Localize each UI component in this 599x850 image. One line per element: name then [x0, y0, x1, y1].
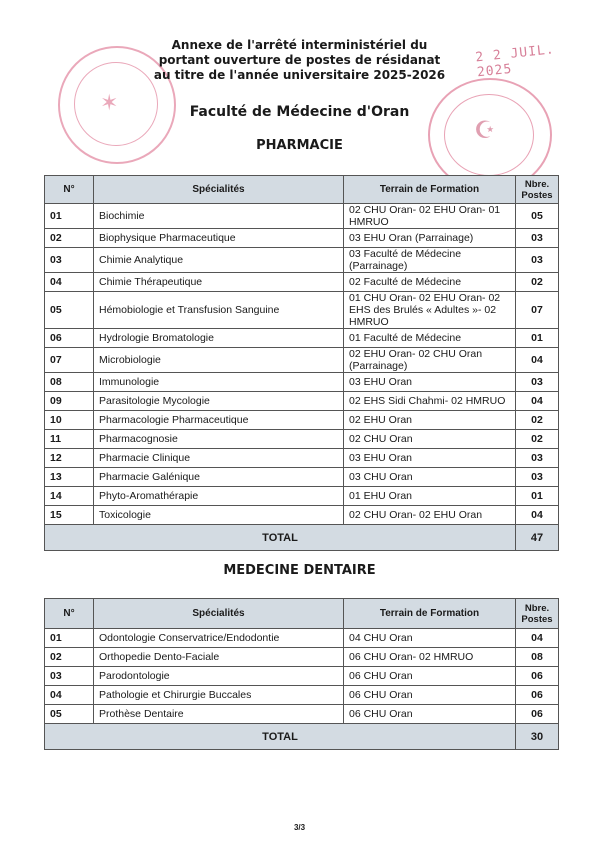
row-number: 09	[45, 392, 94, 411]
row-specialite: Pathologie et Chirurgie Buccales	[94, 686, 344, 705]
row-terrain: 04 CHU Oran	[344, 629, 516, 648]
date-stamp: 2 2 JUIL. 2025	[474, 42, 556, 81]
row-terrain: 02 Faculté de Médecine	[344, 273, 516, 292]
row-number: 06	[45, 329, 94, 348]
row-number: 02	[45, 648, 94, 667]
col-header-terrain: Terrain de Formation	[344, 599, 516, 629]
table-row	[45, 411, 559, 430]
table-row	[45, 667, 559, 686]
row-terrain: 02 EHS Sidi Chahmi- 02 HMRUO	[344, 392, 516, 411]
table-row	[45, 449, 559, 468]
table-row	[45, 506, 559, 525]
row-postes: 04	[516, 629, 559, 648]
header-line-1: Annexe de l'arrêté interministériel du	[171, 38, 428, 52]
row-specialite: Immunologie	[94, 373, 344, 392]
col-header-specialite: Spécialités	[94, 599, 344, 629]
row-specialite: Pharmacie Galénique	[94, 468, 344, 487]
row-terrain: 02 EHU Oran- 02 CHU Oran (Parrainage)	[344, 348, 516, 373]
row-number: 08	[45, 373, 94, 392]
row-specialite: Pharmacognosie	[94, 430, 344, 449]
row-postes: 03	[516, 449, 559, 468]
row-postes: 02	[516, 411, 559, 430]
pharmacie-table	[44, 175, 559, 551]
table-row	[45, 648, 559, 667]
total-label: TOTAL	[45, 724, 516, 750]
table-row	[45, 204, 559, 229]
row-specialite: Parasitologie Mycologie	[94, 392, 344, 411]
page-number: 3/3	[293, 823, 306, 832]
row-number: 11	[45, 430, 94, 449]
row-postes: 04	[516, 348, 559, 373]
row-terrain: 01 EHU Oran	[344, 487, 516, 506]
row-postes: 06	[516, 705, 559, 724]
table-row	[45, 273, 559, 292]
row-number: 13	[45, 468, 94, 487]
row-postes: 07	[516, 292, 559, 329]
row-postes: 02	[516, 273, 559, 292]
header-line-3: au titre de l'année universitaire 2025-2026	[153, 68, 446, 82]
table-header-row	[45, 176, 559, 204]
row-number: 01	[45, 629, 94, 648]
row-number: 14	[45, 487, 94, 506]
dentaire-table	[44, 598, 559, 750]
row-terrain: 01 CHU Oran- 02 EHU Oran- 02 EHS des Brulés « Adultes »- 02 HMRUO	[344, 292, 516, 329]
row-terrain: 06 CHU Oran- 02 HMRUO	[344, 648, 516, 667]
row-postes: 03	[516, 229, 559, 248]
row-terrain: 02 CHU Oran- 02 EHU Oran- 01 HMRUO	[344, 204, 516, 229]
col-header-specialite: Spécialités	[94, 176, 344, 204]
section-title-dentaire: MEDECINE DENTAIRE	[223, 563, 376, 578]
document-header	[0, 38, 599, 83]
row-specialite: Chimie Analytique	[94, 248, 344, 273]
row-number: 04	[45, 273, 94, 292]
table-row	[45, 705, 559, 724]
section-title-pharmacie: PHARMACIE	[256, 138, 343, 153]
table-row	[45, 348, 559, 373]
table-row	[45, 373, 559, 392]
row-number: 04	[45, 686, 94, 705]
row-terrain: 01 Faculté de Médecine	[344, 329, 516, 348]
row-specialite: Pharmacologie Pharmaceutique	[94, 411, 344, 430]
row-terrain: 06 CHU Oran	[344, 705, 516, 724]
row-specialite: Hydrologie Bromatologie	[94, 329, 344, 348]
col-header-num: N°	[45, 599, 94, 629]
col-header-num: N°	[45, 176, 94, 204]
row-specialite: Parodontologie	[94, 667, 344, 686]
table-row	[45, 329, 559, 348]
total-row	[45, 525, 559, 551]
seal-star-icon: ✶	[100, 90, 119, 115]
row-specialite: Phyto-Aromathérapie	[94, 487, 344, 506]
row-terrain: 06 CHU Oran	[344, 667, 516, 686]
row-specialite: Microbiologie	[94, 348, 344, 373]
row-number: 03	[45, 248, 94, 273]
row-number: 05	[45, 705, 94, 724]
row-postes: 08	[516, 648, 559, 667]
table-row	[45, 292, 559, 329]
row-specialite: Hémobiologie et Transfusion Sanguine	[94, 292, 344, 329]
table-row	[45, 430, 559, 449]
row-specialite: Biophysique Pharmaceutique	[94, 229, 344, 248]
table-row	[45, 229, 559, 248]
row-terrain: 03 EHU Oran	[344, 373, 516, 392]
total-value: 30	[516, 724, 559, 750]
row-number: 03	[45, 667, 94, 686]
row-postes: 04	[516, 392, 559, 411]
row-number: 01	[45, 204, 94, 229]
row-specialite: Prothèse Dentaire	[94, 705, 344, 724]
row-postes: 01	[516, 329, 559, 348]
row-specialite: Biochimie	[94, 204, 344, 229]
row-specialite: Odontologie Conservatrice/Endodontie	[94, 629, 344, 648]
table-row	[45, 248, 559, 273]
table-header-row	[45, 599, 559, 629]
col-header-postes: Nbre. Postes	[516, 599, 559, 629]
row-number: 07	[45, 348, 94, 373]
row-postes: 06	[516, 686, 559, 705]
row-terrain: 03 EHU Oran (Parrainage)	[344, 229, 516, 248]
row-specialite: Orthopedie Dento-Faciale	[94, 648, 344, 667]
table-row	[45, 392, 559, 411]
row-postes: 02	[516, 430, 559, 449]
row-terrain: 03 CHU Oran	[344, 468, 516, 487]
row-terrain: 06 CHU Oran	[344, 686, 516, 705]
row-terrain: 03 EHU Oran	[344, 449, 516, 468]
row-specialite: Pharmacie Clinique	[94, 449, 344, 468]
crescent-star-icon: ☪	[474, 117, 496, 144]
row-postes: 06	[516, 667, 559, 686]
total-row	[45, 724, 559, 750]
row-terrain: 03 Faculté de Médecine (Parrainage)	[344, 248, 516, 273]
table-row	[45, 487, 559, 506]
total-label: TOTAL	[45, 525, 516, 551]
row-terrain: 02 CHU Oran	[344, 430, 516, 449]
row-terrain: 02 CHU Oran- 02 EHU Oran	[344, 506, 516, 525]
row-postes: 05	[516, 204, 559, 229]
row-number: 10	[45, 411, 94, 430]
total-value: 47	[516, 525, 559, 551]
row-postes: 03	[516, 248, 559, 273]
row-terrain: 02 EHU Oran	[344, 411, 516, 430]
col-header-postes: Nbre. Postes	[516, 176, 559, 204]
row-number: 12	[45, 449, 94, 468]
row-number: 15	[45, 506, 94, 525]
row-postes: 04	[516, 506, 559, 525]
faculty-title: Faculté de Médecine d'Oran	[189, 104, 410, 120]
table-row	[45, 629, 559, 648]
header-line-2: portant ouverture de postes de résidanat	[158, 53, 441, 67]
table-row	[45, 468, 559, 487]
col-header-terrain: Terrain de Formation	[344, 176, 516, 204]
row-specialite: Toxicologie	[94, 506, 344, 525]
row-postes: 03	[516, 373, 559, 392]
row-specialite: Chimie Thérapeutique	[94, 273, 344, 292]
row-number: 05	[45, 292, 94, 329]
row-postes: 01	[516, 487, 559, 506]
row-postes: 03	[516, 468, 559, 487]
row-number: 02	[45, 229, 94, 248]
table-row	[45, 686, 559, 705]
